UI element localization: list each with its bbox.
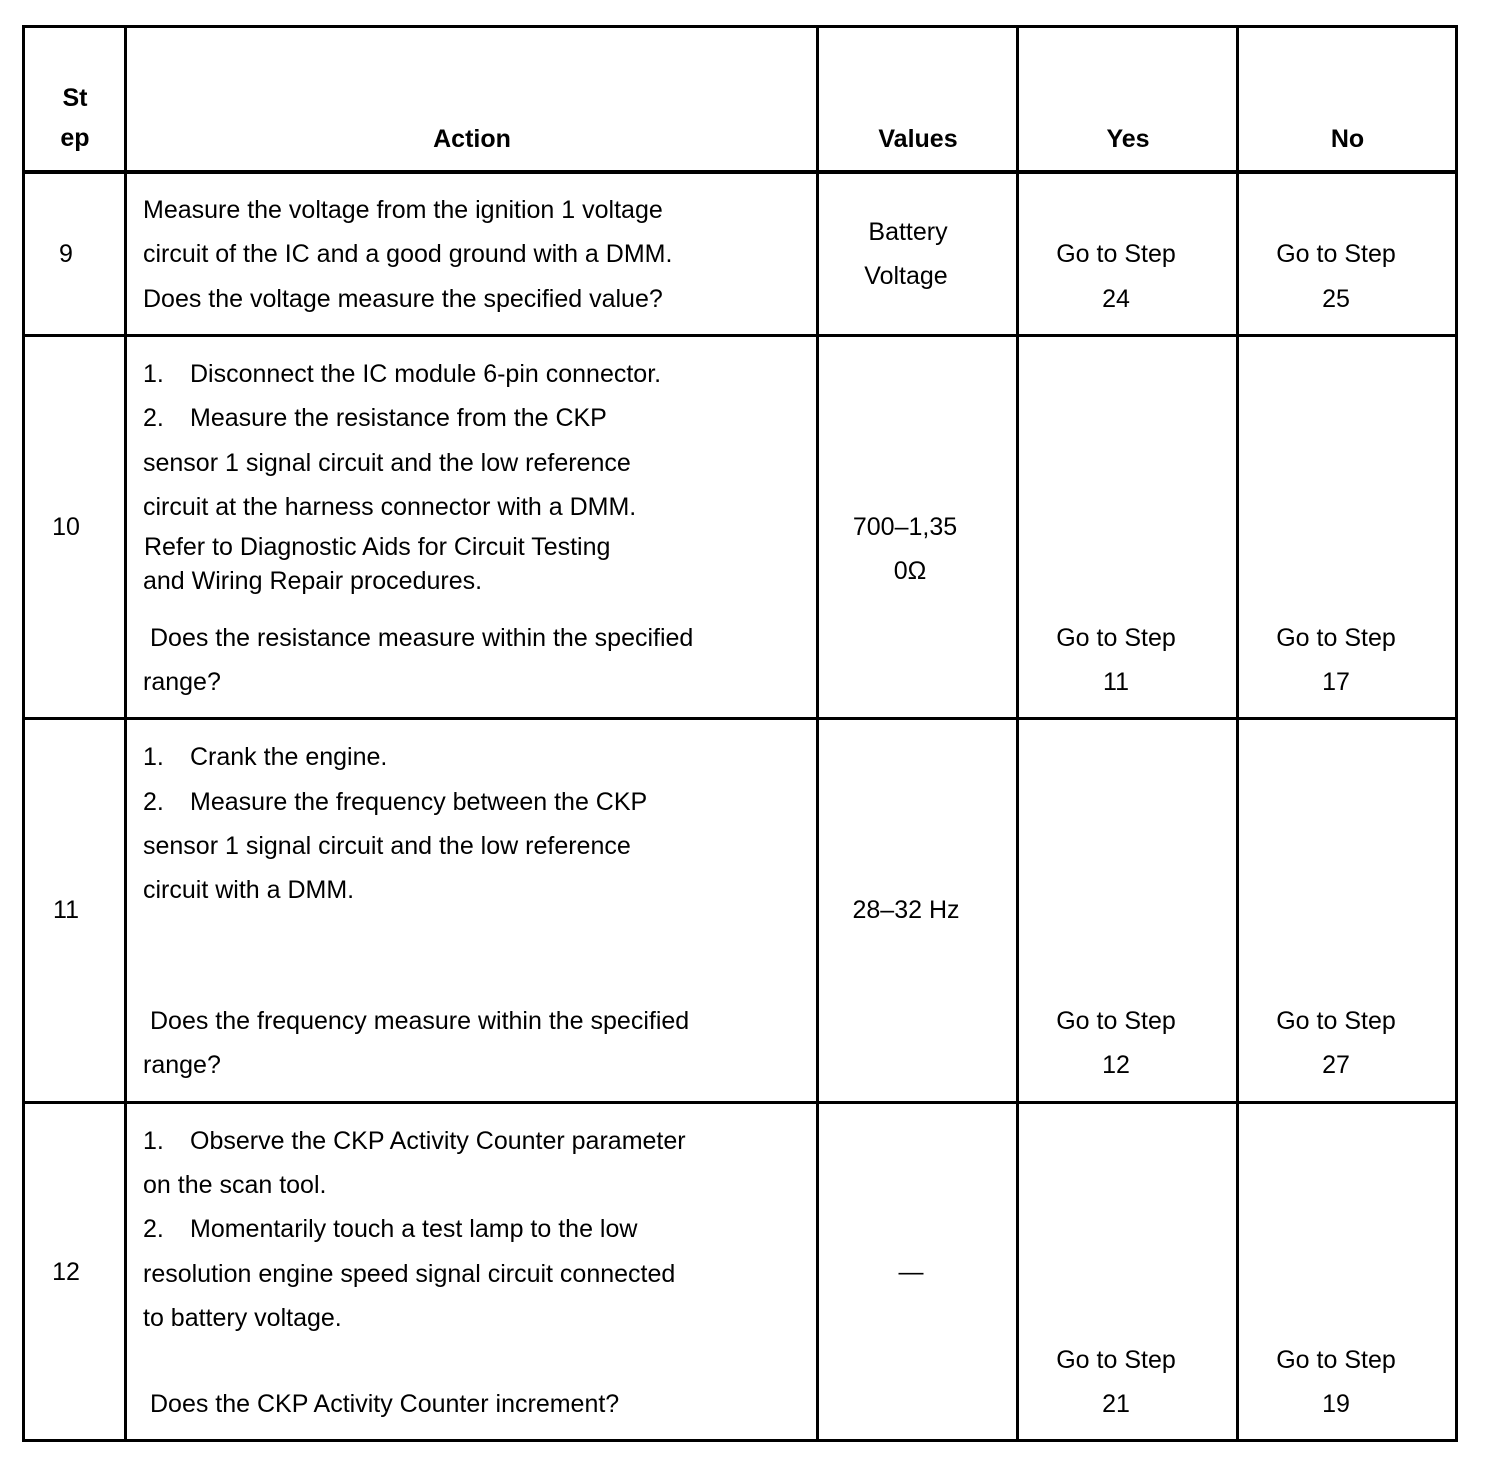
action-question: range?: [143, 668, 221, 696]
yes-goto: Go to Step: [1056, 624, 1176, 652]
action-text: circuit of the IC and a good ground with a DMM.: [143, 240, 673, 268]
value-text: 700–1,35: [852, 513, 958, 541]
no-step-number: 27: [1322, 1051, 1350, 1079]
step-number: 11: [53, 896, 79, 924]
yes-goto: Go to Step: [1056, 1346, 1176, 1374]
no-goto: Go to Step: [1276, 624, 1396, 652]
list-number: 1.: [143, 743, 164, 771]
action-list-item: [143, 352, 661, 396]
step-number: 9: [59, 240, 73, 268]
row-divider: [22, 334, 1458, 337]
step-number: 10: [52, 513, 80, 541]
column-divider: [124, 25, 127, 1442]
list-number: 2.: [143, 788, 164, 816]
action-text: sensor 1 signal circuit and the low reference: [143, 832, 631, 860]
yes-step-number: 24: [1102, 285, 1130, 313]
header-divider: [22, 170, 1458, 174]
action-question: Does the frequency measure within the specified: [150, 1007, 690, 1035]
list-text: Crank the engine.: [190, 743, 388, 771]
action-text: circuit with a DMM.: [143, 876, 355, 904]
action-note: and Wiring Repair procedures.: [143, 567, 483, 595]
action-question: Does the resistance measure within the specified: [150, 624, 694, 652]
no-goto: Go to Step: [1276, 1007, 1396, 1035]
action-text: sensor 1 signal circuit and the low reference: [143, 449, 631, 477]
yes-step-number: 21: [1102, 1390, 1130, 1418]
value-text: 28–32 Hz: [852, 896, 960, 924]
yes-step-number: 12: [1102, 1051, 1130, 1079]
action-text: to battery voltage.: [143, 1304, 342, 1332]
header-action: Action: [433, 125, 511, 153]
action-note: Refer to Diagnostic Aids for Circuit Testing: [144, 533, 611, 561]
list-text: Observe the CKP Activity Counter parameter: [190, 1127, 686, 1155]
value-text: 0Ω: [893, 557, 927, 585]
row-divider: [22, 1101, 1458, 1104]
yes-step-number: 11: [1103, 668, 1129, 696]
action-list-item: [143, 1207, 637, 1251]
action-text: circuit at the harness connector with a DMM.: [143, 493, 637, 521]
list-text: Measure the frequency between the CKP: [190, 788, 648, 816]
list-number: 2.: [143, 1215, 164, 1243]
header-step-line2: ep: [60, 124, 90, 152]
action-question: range?: [143, 1051, 221, 1079]
header-yes: Yes: [1106, 125, 1150, 153]
step-number: 12: [52, 1258, 80, 1286]
table-border-right: [1455, 25, 1458, 1442]
header-no: No: [1330, 125, 1365, 153]
list-text: Measure the resistance from the CKP: [190, 404, 607, 432]
yes-goto: Go to Step: [1056, 240, 1176, 268]
action-list-item: [143, 396, 607, 440]
list-text: Disconnect the IC module 6-pin connector.: [190, 360, 662, 388]
value-text: Voltage: [864, 262, 948, 290]
list-number: 1.: [143, 360, 164, 388]
no-goto: Go to Step: [1276, 240, 1396, 268]
no-goto: Go to Step: [1276, 1346, 1396, 1374]
action-question: Does the voltage measure the specified value?: [143, 285, 663, 313]
action-question: Does the CKP Activity Counter increment?: [150, 1390, 620, 1418]
no-step-number: 17: [1322, 668, 1350, 696]
header-step-line1: St: [62, 84, 88, 112]
action-text: Measure the voltage from the ignition 1 voltage: [143, 196, 663, 224]
value-text: Battery: [868, 218, 948, 246]
no-step-number: 25: [1322, 285, 1350, 313]
action-list-item: [143, 780, 647, 824]
action-text: on the scan tool.: [143, 1171, 327, 1199]
header-step: [24, 78, 126, 158]
header-values: Values: [878, 125, 958, 153]
table-border-bottom: [22, 1439, 1458, 1442]
list-text: Momentarily touch a test lamp to the low: [190, 1215, 638, 1243]
list-number: 1.: [143, 1127, 164, 1155]
value-text: —: [898, 1258, 924, 1286]
action-list-item: [143, 1119, 686, 1163]
table-border-top: [22, 25, 1458, 28]
list-number: 2.: [143, 404, 164, 432]
yes-goto: Go to Step: [1056, 1007, 1176, 1035]
action-list-item: [143, 735, 387, 779]
no-step-number: 19: [1322, 1390, 1350, 1418]
action-text: resolution engine speed signal circuit connected: [143, 1260, 676, 1288]
row-divider: [22, 717, 1458, 720]
